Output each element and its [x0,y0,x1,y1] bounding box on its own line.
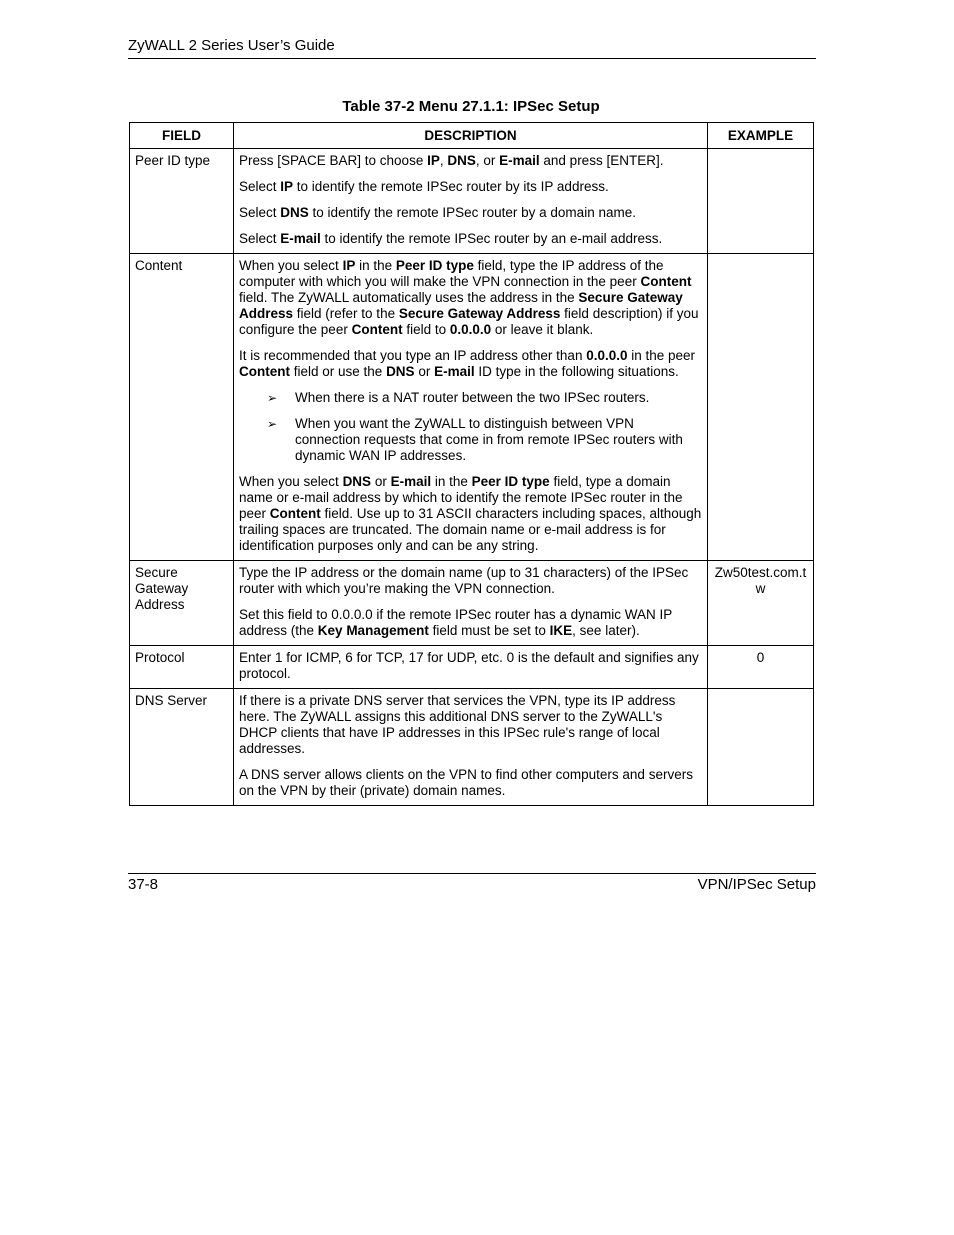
description-paragraph: Select E-mail to identify the remote IPSec router by an e-mail address. [239,231,663,246]
list-item: ➢ When you want the ZyWALL to distinguish between VPN connection requests that come in from remote IPSec routers with dynamic WAN IP addresses. [267,416,683,463]
description-paragraph: Select IP to identify the remote IPSec router by its IP address. [239,179,609,194]
ipsec-setup-table [129,122,814,806]
field-example [708,689,814,806]
table-row [130,689,814,806]
arrow-bullet-icon: ➢ [267,417,278,431]
description-paragraph: Press [SPACE BAR] to choose IP, DNS, or E-mail and press [ENTER]. [239,153,664,168]
field-description [234,254,708,561]
column-header-field: FIELD [130,123,234,149]
field-name: Protocol [130,646,234,689]
list-item: ➢ When there is a NAT router between the two IPSec routers. [267,390,650,405]
page-number: 37-8 [128,876,159,893]
description-paragraph: When you select DNS or E-mail in the Peer ID type field, type a domain name or e-mail address by which to identify the remote IPSec router in the peer Content field. Use up to 31 ASCII characters including spaces, although trailing spaces are truncated. The domain name or e-mail address is for identification purposes only and can be any string. [239,474,702,553]
page-header [128,37,816,59]
table-header-row [130,123,814,149]
field-example: Zw50test.com.tw [708,561,814,646]
page-footer [128,873,816,894]
description-paragraph: If there is a private DNS server that services the VPN, type its IP address here. The ZyWALL assigns this additional DNS server to the ZyWALL's DHCP clients that have IP addresses in this IPSec rule's range of local addresses. [239,693,676,756]
field-example [708,149,814,254]
field-name: DNS Server [130,689,234,806]
description-paragraph: A DNS server allows clients on the VPN to find other computers and servers on the VPN by their (private) domain names. [239,767,693,798]
table-row [130,149,814,254]
guide-title: ZyWALL 2 Series User’s Guide [128,37,335,54]
description-paragraph: It is recommended that you type an IP address other than 0.0.0.0 in the peer Content field or use the DNS or E-mail ID type in the following situations. [239,348,696,379]
description-paragraph: Type the IP address or the domain name (up to 31 characters) of the IPSec router with which you’re making the VPN connection. [239,565,689,596]
arrow-bullet-icon: ➢ [267,391,278,405]
column-header-example: EXAMPLE [708,123,814,149]
column-header-description: DESCRIPTION [234,123,708,149]
table-row [130,254,814,561]
description-paragraph: Set this field to 0.0.0.0 if the remote IPSec router has a dynamic WAN IP address (the Key Management field must be set to IKE, see later). [239,607,672,638]
table-caption: Table 37-2 Menu 27.1.1: IPSec Setup [342,98,600,115]
description-paragraph: When you select IP in the Peer ID type field, type the IP address of the computer with which you will make the VPN connection in the peer Content field. The ZyWALL automatically uses the address in the Secure Gateway Address field (refer to the Secure Gateway Address field description) if you configure the peer Content field to 0.0.0.0 or leave it blank. [239,258,699,337]
field-description [234,149,708,254]
field-example [708,254,814,561]
field-description [234,646,708,689]
field-description [234,561,708,646]
field-name: Secure Gateway Address [130,561,234,646]
field-name: Peer ID type [130,149,234,254]
description-paragraph: Select DNS to identify the remote IPSec router by a domain name. [239,205,636,220]
section-title: VPN/IPSec Setup [697,876,816,893]
field-name: Content [130,254,234,561]
situation-list [239,390,702,464]
field-description [234,689,708,806]
table-row [130,561,814,646]
field-example: 0 [708,646,814,689]
table-row [130,646,814,689]
description-paragraph: Enter 1 for ICMP, 6 for TCP, 17 for UDP, etc. 0 is the default and signifies any protocol. [239,650,699,681]
